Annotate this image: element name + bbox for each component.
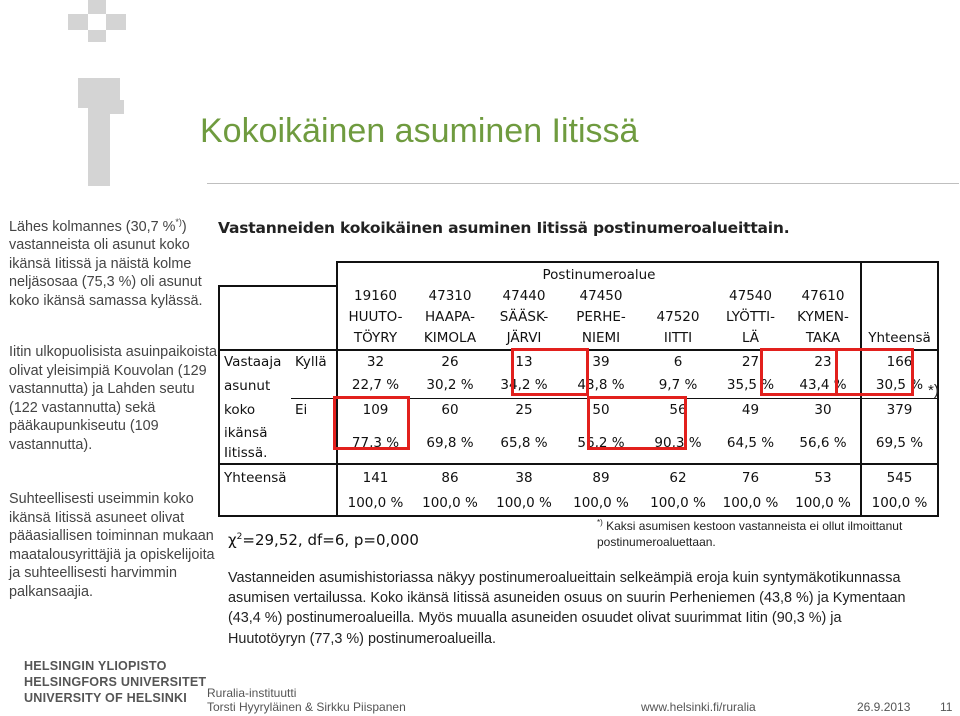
no-label: Ei — [291, 398, 337, 422]
highlight-box-no-huutotoyry — [333, 396, 410, 450]
col-header — [861, 306, 938, 327]
col-header: NIEMI — [561, 327, 641, 350]
table-row — [219, 398, 938, 422]
row-label: Vastaaja — [219, 350, 291, 373]
footer-url: www.helsinki.fi/ruralia — [641, 700, 756, 714]
col-header: IITTI — [641, 327, 715, 350]
table-cell: 545 — [861, 464, 938, 490]
table-cell: 27 — [741, 354, 760, 370]
page-title: Kokoikäinen asuminen Iitissä — [200, 112, 639, 150]
table-header-row-3 — [219, 327, 938, 350]
left-paragraph-2: Iitin ulkopuolisista asuinpaikoista olivat yleisimpiä Kouvolan (129 vastannutta) ja Lahden seutu (122 vastannutta) sekä pääkaupunkiseutu (109 vastannutta). — [9, 344, 217, 453]
table-cell: 65,8 % — [500, 434, 548, 451]
highlight-box-yes-kymentaka — [760, 348, 838, 396]
table-cell: 56,6 % — [799, 434, 847, 451]
university-name-fi: HELSINGIN YLIOPISTO — [24, 659, 167, 673]
col-header: LÄ — [715, 327, 786, 350]
table-cell: 100,0 % — [337, 490, 413, 516]
chi-square-stat: $\chi^2=29,52$, df=6, p=0,000 — [228, 531, 419, 549]
left-paragraph-3: Suhteellisesti useimmin koko ikänsä Iitissä asuneet olivat pääasiallisen toiminnan mukaan maatalousyrittäjiä ja opiskelijoita ja suhteellisesti harvimmin palkansaajia. — [9, 491, 215, 600]
group-header: Postinumeroalue — [337, 262, 861, 286]
table-cell: 60 — [413, 398, 487, 422]
table-cell: 100,0 % — [561, 490, 641, 516]
col-header: LYÖTTI- — [726, 308, 775, 325]
highlight-box-yes-total — [835, 348, 914, 396]
table-cell: 100,0 % — [641, 490, 715, 516]
table-cell: 53 — [786, 464, 861, 490]
col-header: 47520 — [656, 308, 700, 325]
footer-date: 26.9.2013 — [857, 700, 911, 714]
row-label: asunut — [219, 373, 291, 398]
highlight-box-yes-perheniemi — [511, 348, 589, 396]
table-cell: 26 — [441, 354, 459, 370]
table-cell: 76 — [715, 464, 786, 490]
university-name-sv: HELSINGFORS UNIVERSITET — [24, 675, 207, 689]
col-header: KIMOLA — [413, 327, 487, 350]
col-header: 47450 — [579, 288, 623, 304]
col-header: 47540 — [729, 288, 772, 304]
table-cell: 100,0 % — [861, 490, 938, 516]
total-footnote-marker: *) — [928, 382, 939, 399]
col-header: JÄRVI — [487, 327, 561, 350]
table-cell: 22,7 % — [337, 373, 413, 398]
footer-org: Ruralia-instituutti — [207, 686, 297, 700]
table-cell: 90,3 % — [654, 434, 702, 451]
table-cell: 32 — [337, 350, 413, 373]
table-cell: 62 — [641, 464, 715, 490]
university-name-en: UNIVERSITY OF HELSINKI — [24, 691, 188, 705]
table-cell: 43,4 % — [799, 377, 847, 394]
col-header: TAKA — [786, 327, 861, 350]
table-title: Vastanneiden kokoikäinen asuminen Iitissä postinumeroalueittain. — [218, 219, 790, 237]
table-cell: 141 — [337, 464, 413, 490]
table-row — [219, 490, 938, 516]
table-cell: 56 — [641, 398, 715, 422]
table-row — [219, 464, 938, 490]
table-cell: 6 — [673, 354, 683, 370]
table-cell: 38 — [487, 464, 561, 490]
table-cell: 30,2 % — [426, 377, 474, 394]
table-row — [219, 422, 938, 443]
col-header: 47440 — [502, 288, 546, 304]
row-label: koko — [219, 398, 291, 422]
table-cell: 49 — [715, 398, 786, 422]
table-cell: 100,0 % — [715, 490, 786, 516]
col-header: PERHE- — [576, 308, 626, 325]
col-header: Yhteensä — [861, 327, 938, 350]
table-cell: 50 — [561, 398, 641, 422]
table-cell: 69,5 % — [861, 422, 938, 464]
table-cell: 109 — [337, 398, 413, 422]
col-header — [861, 286, 938, 306]
table-cell: 86 — [413, 464, 487, 490]
col-header: HAAPA- — [424, 308, 476, 325]
col-header: KYMEN- — [797, 308, 849, 325]
table-cell: 100,0 % — [487, 490, 561, 516]
col-header: 47610 — [801, 288, 845, 304]
yes-label: Kyllä — [295, 354, 327, 370]
summary-paragraph: Vastanneiden asumishistoriassa näkyy postinumeroalueittain selkeämpiä eroja kuin syntymäkotikunnassa asumisen vertailussa. Koko ikänsä Iitissä asuneiden osuus on suurin Perheniemen (43,8 %) ja Kymentaan (43,4 %) postinumeroalueilla. Myös muualla asuneiden osuudet olivat suurimmat Iitin (90,3 %) ja Huutotöyryn (77,3 %) postinumeroalueilla. — [228, 570, 906, 647]
col-header: SÄÄSK- — [499, 308, 549, 325]
table-cell: 69,8 % — [426, 434, 474, 451]
row-label: ikänsä — [219, 422, 291, 443]
table-cell: 30,5 % — [861, 373, 938, 398]
table-cell: 30 — [786, 398, 861, 422]
table-cell: 379 — [861, 398, 938, 422]
table-header-row-1 — [219, 286, 938, 306]
table-cell: 39 — [592, 354, 610, 370]
table-cell: 13 — [515, 354, 533, 370]
footer-authors: Torsti Hyyryläinen & Sirkku Piispanen — [207, 700, 406, 714]
highlight-box-no-iitti — [587, 396, 687, 450]
table-cell: 43,8 % — [577, 377, 625, 394]
col-header: 19160 — [337, 286, 413, 306]
col-header: TÖYRY — [337, 327, 413, 350]
table-cell: 77,3 % — [337, 422, 413, 464]
row-label: Iitissä. — [219, 443, 291, 464]
left-paragraph-1: Lähes kolmannes (30,7 %*)) vastanneista oli asunut koko ikänsä Iitissä ja näistä kolme neljäsosaa (75,3 %) oli asunut koko ikänsä samassa kylässä. — [9, 217, 203, 309]
table-header-row-2 — [219, 306, 938, 327]
col-header — [641, 286, 715, 306]
table-group-header-row — [219, 262, 938, 286]
table-cell: 34,2 % — [500, 377, 548, 394]
table-cell: 100,0 % — [786, 490, 861, 516]
table-cell: 23 — [814, 354, 832, 370]
col-header: 47310 — [428, 288, 472, 304]
table-cell: 25 — [487, 398, 561, 422]
page-number: 11 — [940, 700, 953, 714]
table-cell: 89 — [561, 464, 641, 490]
table-cell: 166 — [861, 350, 938, 373]
table-footnote: *) Kaksi asumisen kestoon vastanneista ei ollut ilmoittanut postinumeroaluettaan. — [597, 518, 903, 549]
table-cell: 56,2 % — [577, 434, 625, 451]
table-cell: 64,5 % — [726, 434, 775, 451]
table-cell: 100,0 % — [413, 490, 487, 516]
col-header: HUUTO- — [337, 306, 413, 327]
total-label: Yhteensä — [219, 464, 337, 490]
table-cell: 35,5 % — [726, 377, 775, 394]
title-divider — [207, 183, 959, 184]
table-cell: 9,7 % — [658, 377, 698, 394]
